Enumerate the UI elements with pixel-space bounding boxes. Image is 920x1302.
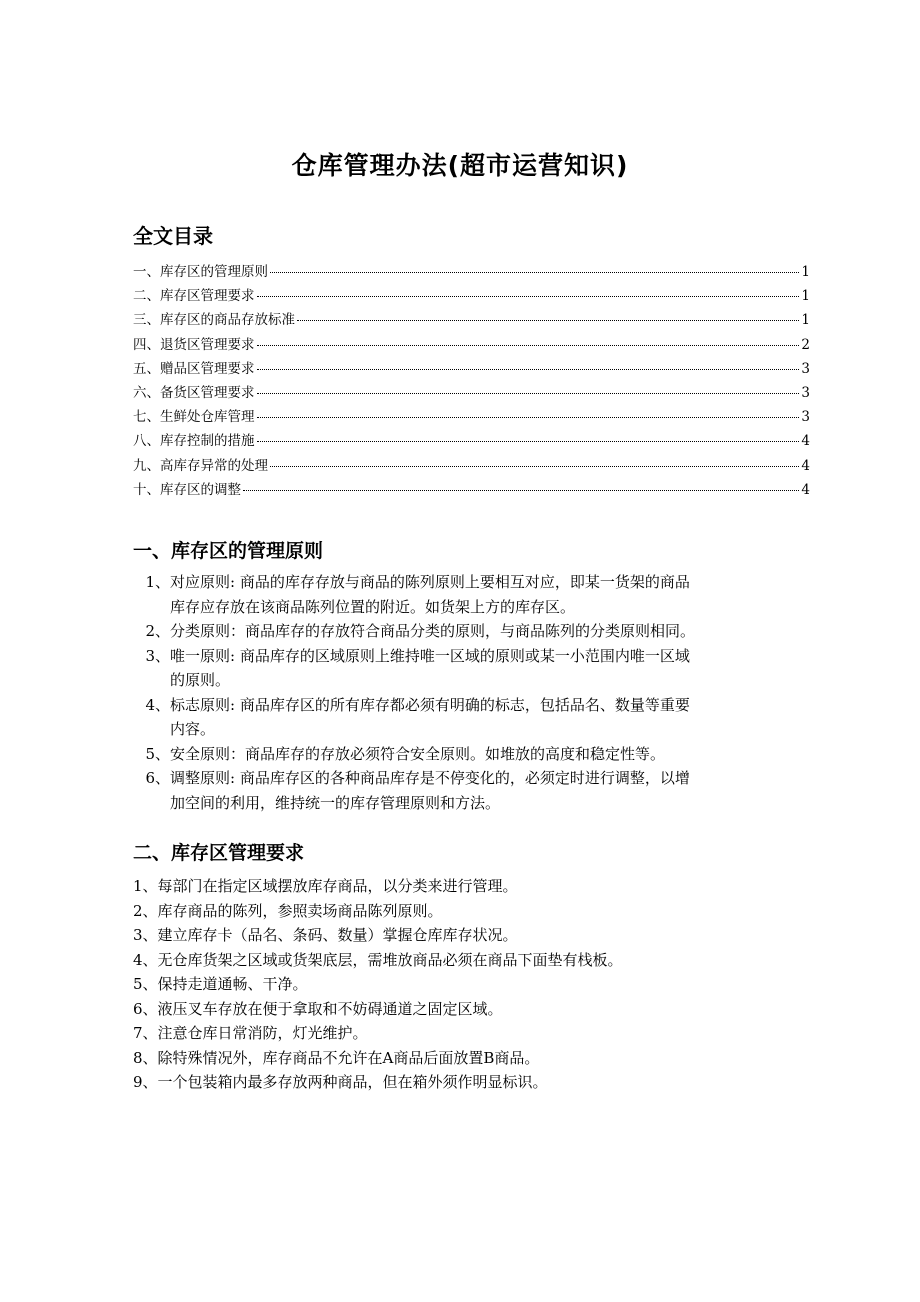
toc-entry-label: 三、库存区的商品存放标准 [133,312,295,329]
toc-entry[interactable] [133,357,810,381]
item-text-continued: 加空间的利用，维持统一的库存管理原则和方法。 [170,793,501,812]
toc-entry-label: 六、备货区管理要求 [133,384,255,401]
list-item: 4、无仓库货架之区域或货架底层，需堆放商品必须在商品下面垫有栈板。 [133,950,623,969]
toc-leader-dots [257,296,800,297]
item-number: 6、 [145,769,170,787]
toc-entry-page: 1 [801,312,810,329]
toc-entry-page: 3 [801,384,810,401]
list-item [133,693,810,742]
item-number: 1、 [145,573,170,591]
toc-entry[interactable] [133,333,810,357]
toc-entry-page: 1 [801,264,810,280]
toc-entry[interactable] [133,454,810,478]
toc-entry-label: 八、库存控制的措施 [133,433,255,450]
principles-list [133,570,810,815]
toc-entry-page: 1 [801,288,810,305]
requirements-list [133,874,810,1095]
toc-entry[interactable] [133,308,810,332]
list-item [133,766,810,815]
section-heading: 二、库存区管理要求 [133,842,305,864]
toc-heading: 全文目录 [133,224,213,248]
toc-entry[interactable] [133,284,810,308]
toc-entry[interactable] [133,429,810,453]
item-number: 3、 [145,646,170,665]
item-text: 调整原则: 商品库存区的各种商品库存是不停变化的，必须定时进行调整，以增 [170,769,690,787]
toc-entry-page: 2 [801,336,810,353]
toc-entry-page: 4 [801,457,810,474]
list-item: 7、注意仓库日常消防，灯光维护。 [133,1024,368,1042]
item-number: 5、 [145,744,170,763]
toc-entry-label: 九、高库存异常的处理 [133,457,268,474]
toc-entry-page: 4 [801,433,810,450]
toc-entry-page: 4 [801,481,810,498]
item-text-continued: 库存应存放在该商品陈列位置的附近。如货架上方的库存区。 [170,597,576,616]
item-text: 安全原则：商品库存的存放必须符合安全原则。如堆放的高度和稳定性等。 [170,744,666,763]
toc-leader-dots [243,490,799,491]
toc-entry[interactable] [133,381,810,405]
section-heading: 一、库存区的管理原则 [133,540,324,562]
item-text: 标志原则: 商品库存区的所有库存都必须有明确的标志，包括品名、数量等重要 [170,695,690,714]
toc-entry-label: 七、生鲜处仓库管理 [133,409,255,426]
toc-entry-label: 一、库存区的管理原则 [133,264,268,280]
list-item: 5、保持走道通畅、干净。 [133,975,308,993]
document-title: 仓库管理办法(超市运营知识) [291,151,629,180]
toc-leader-dots [257,417,800,418]
list-item: 8、除特殊情况外，库存商品不允许在A商品后面放置B商品。 [133,1048,540,1067]
table-of-contents [133,260,810,502]
list-item: 6、液压叉车存放在便于拿取和不妨碍通道之固定区域。 [133,999,503,1018]
toc-entry-label: 五、赠品区管理要求 [133,360,255,377]
list-item: 2、库存商品的陈列，参照卖场商品陈列原则。 [133,901,443,920]
toc-entry-page: 3 [801,360,810,377]
toc-entry[interactable] [133,478,810,502]
toc-leader-dots [257,393,800,394]
list-item: 3、建立库存卡（品名、条码、数量）掌握仓库库存状况。 [133,926,518,944]
item-number: 2、 [145,622,170,640]
item-text: 唯一原则: 商品库存的区域原则上维持唯一区域的原则或某一小范围内唯一区域 [170,646,690,665]
list-item: 9、一个包装箱内最多存放两种商品，但在箱外须作明显标识。 [133,1073,548,1091]
item-text-continued: 内容。 [170,720,216,738]
toc-entry-label: 二、库存区管理要求 [133,288,255,305]
item-text: 分类原则：商品库存的存放符合商品分类的原则，与商品陈列的分类原则相同。 [170,622,696,640]
toc-leader-dots [270,272,799,273]
toc-entry-label: 四、退货区管理要求 [133,336,255,353]
list-item [133,619,810,644]
toc-leader-dots [257,369,800,370]
item-number: 4、 [145,695,170,714]
toc-leader-dots [270,466,799,467]
toc-entry[interactable] [133,260,810,284]
toc-leader-dots [257,441,800,442]
toc-entry[interactable] [133,405,810,429]
toc-leader-dots [257,345,800,346]
list-item: 1、每部门在指定区域摆放库存商品，以分类来进行管理。 [133,877,518,895]
toc-leader-dots [297,320,799,321]
list-item [133,570,810,619]
list-item [133,742,810,767]
item-text: 对应原则: 商品的库存存放与商品的陈列原则上要相互对应，即某一货架的商品 [170,573,690,591]
toc-entry-page: 3 [801,409,810,426]
item-text-continued: 的原则。 [170,671,231,689]
toc-entry-label: 十、库存区的调整 [133,481,241,498]
list-item [133,644,810,693]
